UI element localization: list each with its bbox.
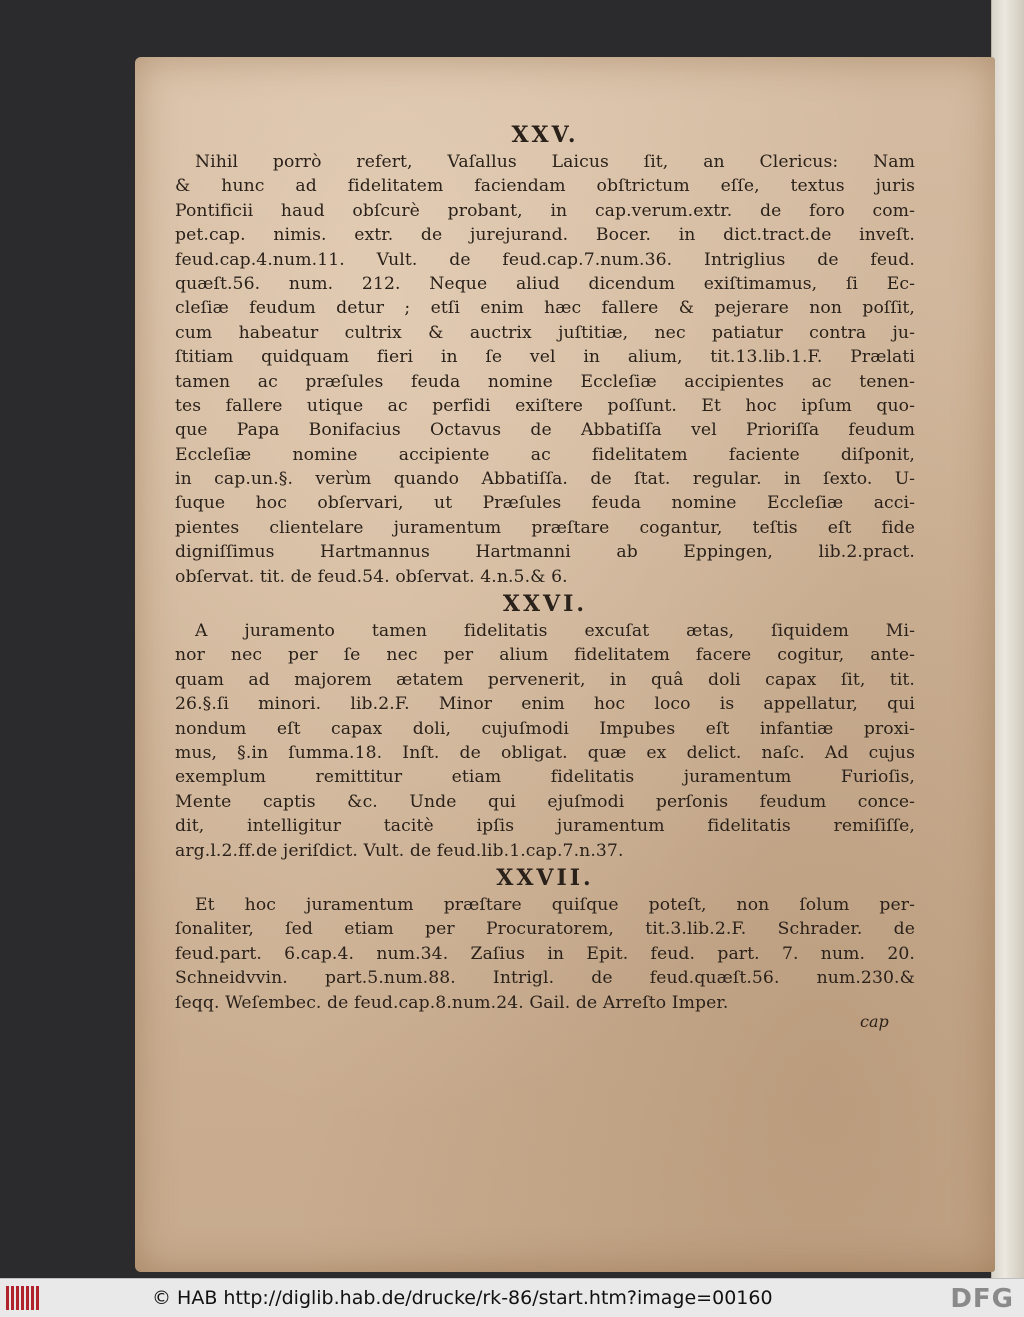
text-line: tamen ac præſules feuda nomine Eccleſiæ accipientes ac tenen- — [175, 371, 915, 392]
text-line: arg.l.2.ff.de jeriſdict. Vult. de feud.lib.1.cap.7.n.37. — [175, 840, 624, 861]
text-line: mus, §.in ſumma.18. Inſt. de obligat. quæ ex delict. naſc. Ad cujus — [175, 742, 915, 763]
text-line: feud.part. 6.cap.4. num.34. Zaſius in Epit. feud. part. 7. num. 20. — [175, 943, 915, 964]
text-line: in cap.un.§. verùm quando Abbatiſſa. de ſtat. regular. in ſexto. U- — [175, 469, 915, 490]
text-line: tes fallere utique ac perfidi exiſtere poſſunt. Et hoc ipſum quo- — [175, 395, 915, 416]
text-line: 26.§.ſi minori. lib.2.F. Minor enim hoc loco is appellatur, qui — [175, 694, 915, 715]
text-line: Schneidvvin. part.5.num.88. Intrigl. de feud.quæſt.56. num.230.& — [175, 968, 915, 989]
text-line: nor nec per ſe nec per alium fidelitatem facere cogitur, ante- — [175, 645, 915, 666]
text-line: A juramento tamen fidelitatis excuſat ætas, ſiquidem Mi- — [195, 621, 915, 642]
paragraph-xxvii — [175, 893, 915, 1015]
text-line: ſeqq. Weſembec. de feud.cap.8.num.24. Gail. de Arreſto Imper. — [175, 992, 729, 1013]
text-line: Et hoc juramentum præſtare quiſque poteſt, non ſolum per- — [195, 894, 915, 915]
page-edge-strip — [991, 0, 1024, 1278]
text-line: nondum eſt capax doli, cujuſmodi Impubes eſt infantiæ proxi- — [175, 718, 915, 739]
text-line: dit, intelligitur tacitè ipſis juramentum fidelitatis remiſiſſe, — [175, 816, 915, 837]
catchword: cap — [860, 1012, 889, 1031]
text-line: pet.cap. nimis. extr. de jurejurand. Bocer. in dict.tract.de inveſt. — [175, 225, 915, 246]
section-heading-xxvi: XXVI. — [502, 591, 588, 618]
text-line: & hunc ad fidelitatem faciendam obſtrictum eſſe, textus juris — [175, 176, 915, 197]
text-line: Pontificii haud obſcurè probant, in cap.verum.extr. de foro com- — [175, 200, 915, 221]
text-line: exemplum remittitur etiam fidelitatis juramentum Furioſis, — [175, 767, 915, 788]
text-line: Mente captis &c. Unde qui ejuſmodi perſonis feudum conce- — [175, 791, 915, 812]
text-line: feud.cap.4.num.11. Vult. de feud.cap.7.num.36. Intriglius de feud. — [175, 249, 915, 270]
section-heading-xxv: XXV. — [511, 122, 579, 148]
text-line: ſtitiam quidquam fieri in ſe vel in alium, tit.13.lib.1.F. Prælati — [175, 347, 915, 368]
text-line: pientes clientelare juramentum præſtare cogantur, teſtis eſt fide — [175, 517, 915, 538]
paragraph-xxvi — [175, 619, 915, 863]
paragraph-xxv — [175, 150, 915, 589]
text-line: ſuque hoc obſervari, ut Præſules feuda nomine Eccleſiæ acci- — [175, 493, 915, 514]
text-line: Nihil porrò refert, Vaſallus Laicus ſit, an Clericus: Nam — [195, 152, 915, 172]
text-line: cleſiæ feudum detur ; etſi enim hæc fallere & pejerare non poſſit, — [175, 298, 915, 319]
text-line: cum habeatur cultrix & auctrix juſtitiæ, nec patiatur contra ju- — [175, 322, 915, 343]
page-text — [175, 120, 915, 1015]
footer-bar — [0, 1278, 1024, 1317]
text-line: que Papa Bonifacius Octavus de Abbatiſſa vel Prioriſſa feudum — [175, 420, 915, 441]
citation-text: © HAB http://diglib.hab.de/drucke/rk-86/start.htm?image=00160 — [152, 1287, 773, 1309]
text-line: quam ad majorem ætatem pervenerit, in quâ doli capax ſit, tit. — [175, 669, 915, 690]
text-line: ſonaliter, ſed etiam per Procuratorem, tit.3.lib.2.F. Schrader. de — [175, 919, 915, 940]
text-line: Eccleſiæ nomine accipiente ac fidelitatem faciente diſponit, — [175, 444, 915, 465]
text-line: obſervat. tit. de feud.54. obſervat. 4.n.5.& 6. — [175, 566, 568, 587]
text-line: digniſſimus Hartmannus Hartmanni ab Eppingen, lib.2.pract. — [175, 542, 915, 563]
hab-logo-icon — [6, 1286, 44, 1310]
section-heading-xxvii: XXVII. — [496, 864, 594, 891]
text-line: quæſt.56. num. 212. Neque aliud dicendum exiſtimamus, ſi Ec- — [175, 273, 915, 294]
dfg-logo: DFG — [950, 1284, 1014, 1314]
